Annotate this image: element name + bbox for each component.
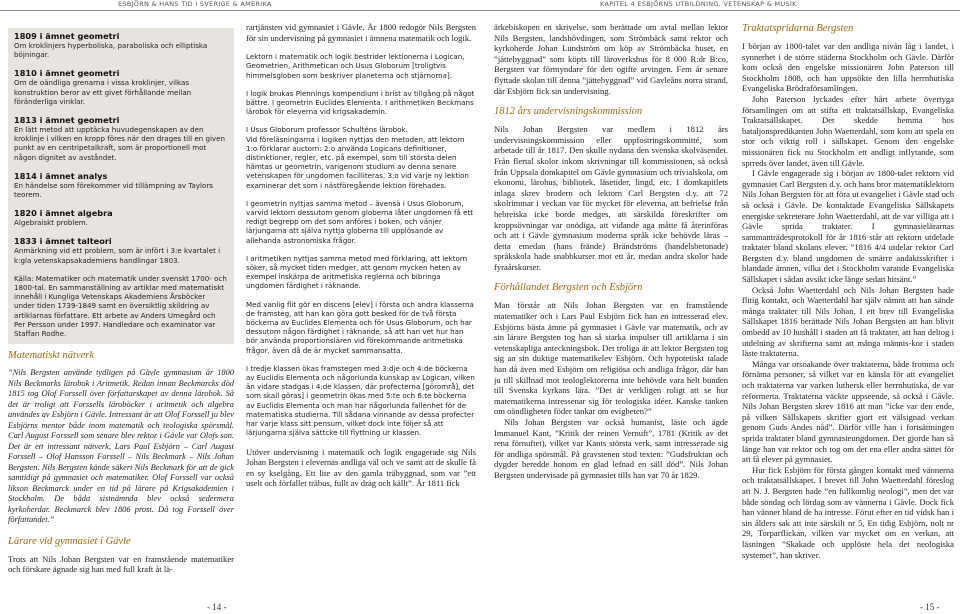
quoted-excerpt: Vid föreläsningarna i logiken nyttjas den metoden, att lektorn 1:o förklarar auctorn: 2:o använda Logicans definitioner, distinktioner, regler, etc. på exempel, som till största delen hämtas ur geometrin, varigenom studium av denna senare vetenskapen för ungdomen facilliteras, 3:o vid varje ny lektion examinerar det som i nästföregående lektion förehades. bbox=[246, 134, 469, 190]
sidebar-entry-body: En lätt metod att upptäcka huvudegenskapen av den kroklinje i vilken en kropp föres när den drages till en given punkt av en centripetalkraft, som är proportionell mot någon dignitet av avståndet. bbox=[14, 125, 225, 162]
body-paragraph: Hur fick Esbjörn för första gången kontakt med vännerna och traktatsällskapet. I brevet till John Waetterdahl föreslog att N. J. Bergsten hade ”en fullkomlig neologi”, men det var både söndag och lördag som av vännerna i Gävle. Dock fick han vänner bland de ha intresse. Förut efter en tid vidsk han i sin ålders sak att inte särskilt nr 5, En tidig Esbjörn, nolt nr 29, Torparflickan, vilken var mycket om en verkan, att läsningen ”Skakade och upplöste hela det neologiska systemet”, han skriver. bbox=[742, 464, 954, 560]
body-paragraph: Många var orsoakande över traktaterna, både fromma och förnäma personer, så vilket var en känsla för att evangeliet och traktaterna var varken luthersk eller herrnhutiska, de var reformerta. Traktaterna väckte uppseende, så också i Gävle. Nils Johan Bergsten skrev 1816 att man ”icke var den ende, på vilken Sällskapets skrifter gjort ett välsignad verkan genom Guds Andes nåd”. Därför ville han i fortsättningen sprida traktater bland gymnasieungdomen. Det gjorde han så länge han var rektor och tog om det ena eller andra sättet för att få elever på gymnasiet. bbox=[742, 358, 954, 465]
section-heading: Matematiskt nätverk bbox=[8, 350, 95, 362]
sidebar-source bbox=[8, 274, 234, 338]
column-3 bbox=[494, 22, 728, 602]
sidebar-entry bbox=[8, 31, 234, 59]
page-number-left: - 14 - bbox=[207, 602, 227, 612]
body-paragraph: Nils Johan Bergsten var också humanist, läste och ägde Immanuel Kant, ”Kritik der reinen Vernuft”, 1781 (Kritik av det rena förnuftet), vilket var Kants största verk, samt intresserade sig för andliga spörsmål. På gravstenen stod texten: ”Gudsfruktan och dygder beredde honom en glad lefnad en säll död”. Nils Johan Bergsten undervisade på gymnasiet tills han var 70 år 1829. bbox=[494, 417, 728, 480]
body-paragraph: Nils Johan Bergsten var medlem i 1812 års undervisningskommission eller uppfostringskommitté, som arbetade till år 1817. Den skulle nydana den svenska skolväsendet. Från flertal skolor inkom skrivningar till kommissionen, så också från Uppsala domkapitel om Gävle gymnasium och trivialskola, om ekonomi, lärohus, bibliotek, läsetider, lingd, etc. I domkapitlets inlaga skrev brodern och lektorn Carl Bergsten d.y. att 72 skolrimmar i veckan var för mycket för eleverna, att befrielse från hebreiska icke borde medges, att särskilda föreskrifter om kroppsövningar var onödiga, att vidande aga måtte få återinföras och att i Gävle gymnasium moderna språk icke behövde läras – detta emedan (hans frände) Brändströms (handelsbetonade) språkskola hade snabbkurser mot ett år, medan andra skolor hade fyraårskurser. bbox=[494, 124, 728, 272]
quoted-excerpt: I aritmetiken nyttjas samma metod med förklaring, att lektorn söker, så mycket tiden medger, att genom mycken heten av exempel inskärpa de aritmetiska reglerna och bibringa ungdomen färdighet i räknande. bbox=[246, 253, 468, 291]
body-paragraph: John Paterson lyckades efter hårt arbete övertyga församlingen om att stifta ett traktatsällskap, Evangeliska Traktatsällskapet. Det skedde hemma hos bataljonspredikanten John Waetterdahl, som kom att spela en stor och viktig roll i sällskapet. Genom den engelske missionären fick nu Stockholm ett andligt inflytande, som sprreds över landet, även till Gävle. bbox=[742, 93, 954, 168]
body-paragraph: Man förstår att Nils Johan Bergsten var en framstående matematiker och i Lars Paul Esbjörn fick han en intresserad elev. Esbjörns bästa ämne på gymnasiet i Gävle var matematik, och av sin lärare Bergsten tog han så starka impulser till artiklarna i sin vetenskapliga anteckningsbok. Det troliga är att lektor Bergsten tog sig an sin duktige matematikelev Esbjörn. Och hypotetiskt talade han då även med Esbjörn om religiösa och andliga frågor, där han ju till skillnad mot teologlektorerna inte behövde vara helt bunden till Svenska kyrkans lära. ”Det är verkligen roligt att se hur matematikerna intressenar sig för teologiska idéer. Kanske tanken om oändligheten föder tankar om evigheten?” bbox=[494, 300, 728, 417]
quoted-excerpt: I logik brukas Plennings kompendium i brist av tillgång på något bättre. I geometrin Euclides Elementa. I arithmetiken Beckmans lärobok för eleverna vid krigsakademin. bbox=[246, 88, 475, 117]
section-heading: 1812 års undervisningskommission bbox=[494, 106, 643, 118]
header-rule-right bbox=[480, 10, 960, 11]
quoted-excerpt: I geometrin nyttjas samma metod – ävensä i Usus Globorum, varvid lektorn dessutom genom globerna låter ungdomen få ett redigt begrepp om det som anföres i boken, och vänjer lärjungarna att själva nyttja globerna till upplösande av allehanda astronomiska frågor. bbox=[246, 198, 473, 245]
quoted-excerpt: Lektorn i matematik och logik bestrider lektionerna i Logican, Geometrien, Arithmetican och Usus Globorum [troligtvis himmelsgloben som beskriver planeterna och stjärnorna]. bbox=[246, 52, 465, 80]
quoted-excerpt: I Usus Globorum professor Schulténs lärobok. bbox=[246, 125, 408, 135]
sidebar-entry-body: Anmärkning vid ett problem, som är infört i 3:e kvartalet i k:gla vetenskapsakademiens handlingar 1803. bbox=[14, 246, 221, 265]
column-2 bbox=[246, 22, 476, 602]
sidebar-entry bbox=[8, 115, 234, 162]
section-heading: Förhållandet Bergsten och Esbjörn bbox=[494, 282, 643, 294]
sidebar-entry bbox=[8, 208, 234, 227]
sidebar-entry bbox=[8, 68, 234, 106]
body-paragraph: ärkebiskopen en skrivelse, som berättade om avtal mellan lektor Nils Bergsten, landshövdingen, som Strömbäck samt rektor och kyrkoherde Johan Lundström om köp av Strömbäcka huset, en ”jättebyggnad” som köpts till läroverkshus för 8 000 R:dr B:co, Bergsten var förmyndare för den ogifte arvingen. Fem år senare flyttade skolan till denna ”jättebyggnad” vid Gavleåns norra strand, där Esbjörn fick sin undervisning. bbox=[494, 22, 728, 96]
sidebar-entry-heading: 1813 i ämnet geometri bbox=[14, 115, 120, 126]
body-paragraph: Utöver undervisning i matematik och logik engagerade sig Nils Johan Bergsten i elevernas andliga väl och ve samt att de skulle få en sy kselgång. Ett lite av den gamla träbyggnad, som var ”ett uselt och förfallet träbus, fullt av drag och källt”. År 1811 fick bbox=[246, 446, 476, 489]
page-number-right: - 15 - bbox=[920, 602, 940, 612]
running-head-right: KAPITEL 4 ESBJÖRNS UTBILDNING, VETENSKAP & MUSIK bbox=[600, 0, 797, 8]
sidebar-entry-heading: 1809 i ämnet geometri bbox=[14, 31, 120, 41]
sidebar-entry-heading: 1820 i ämnet algebra bbox=[14, 208, 113, 219]
sidebar-entry-body: Algebraiskt problem. bbox=[14, 218, 88, 228]
sidebar-entry-heading: 1833 i ämnet talteori bbox=[14, 236, 112, 247]
body-paragraph: rartjänsten vid gymnasiet i Gävle. År 1800 redogör Nils Bergsten för sin undervisning på gymnasiet i ämnena matematik och logik. bbox=[246, 22, 476, 43]
sidebar-entry-body: En händelse som förekommer vid tillämpning av Taylors teorem. bbox=[14, 180, 213, 200]
sidebar-entry bbox=[8, 236, 234, 264]
body-paragraph: Också John Waetterdahl och Nils Johan Bergsten hade flitig kontakt, och Waetterdahl har själv nämnt att han sände många traktater till Nils Johan. I ett brev till Evangeliska Sällskapet 1816 berättade Nils Johan Bergsten att han blivit ombedd av 10 hushåll i staden att få traktater, att han deltog i utdelning av skrifterna samt att många männis-kor i staden läste traktaterna. bbox=[742, 284, 954, 359]
sidebar-source-text: Källa: Matematiker och matematik under svenskt 1700- och 1800-tal. En sammanställning av artiklar med matematiskt innehåll i Kungliga Vetenskaps Akademiens Årsböcker under tiden 1739-1849 samt en översiktlig skildring av artiklarnas författare. Ett arbete av Anders Umegård och Per Persson under 1997. Handledare och examinator var Staffan Rodhe. bbox=[14, 273, 227, 339]
section-heading: Lärare vid gymnasiet i Gävle bbox=[8, 535, 131, 547]
sidebar-entry bbox=[8, 171, 234, 199]
body-paragraph: I Gävle engagerade sig i början av 1800-talet rektorn vid gymnasiet Carl Bergsten d.y. och hans bror matematiklektorn Nils Johan Bergsten för att föra ut evangeliet i Gävle stad och så också i Gävle. De kontaktade Evangeliska Sällskapets energiske sekreterare John Waetterdahl, att de var villiga att i Gävle sprida traktater. I gymnasielärarnas sammanträdesprotokoll för år 1816 står att rektorn utdelade traktater bland skolans elever. ”1816 4/4 utdelar rektor Carl Bergsten d.y. bland ungdomen de smärre andaktsskrifter i blandade ämnen, vilka det i Stockholm varande Evangeliska Sällskapet i sådan avsikt icke länge sedan hitsänt.” bbox=[742, 168, 954, 285]
body-paragraph: Trots att Nils Johan Bergsten var en framstående matematiker och förskare ägnade sig han med full kraft åt lä- bbox=[8, 553, 234, 575]
quoted-excerpt: I tredje klassen ökas framstegen med 3:dje och 4:de böckerna av Euclidis Elementa och någorlunda kunskap av Logican, vilken än vidare stadgas i 4:de klassen, där profecterna [görområ], det som skall göras] i geometrin ökas med 5:te och 6:te böckerna av Euclidis Elementa och man har någorlunda fallenhet för de matematiska studierna. Till sådana vinnande av dessa profecter har varje klass sitt pensum, vilket dock inte följer så att lärjungarna själva sättcke till flyttning ur klassen. bbox=[246, 363, 475, 438]
sidebar-entry-body: Om de oändliga grenarna i vissa kroklinjer, vilkas konstruktion beror av ett givet förhållande mellan föränderliga vinklar. bbox=[14, 78, 192, 106]
body-paragraph: I början av 1800-talet var den andliga nivån låg i landet, i synnerhet i de större städerna Stockholm och Gävle. Därför kom också den engelske missionären John Paterson till Stockholm 1808, och han uppsökte den lilla herrnhutiska Evangeliska Brödraförsamlingen. bbox=[742, 41, 954, 94]
sidebar-entry-heading: 1814 i ämnet analys bbox=[14, 170, 108, 181]
column-4 bbox=[742, 22, 954, 602]
quoted-excerpt: Med vanlig flit gör en discens [elev] i första och andra klasserna de framsteg, att han kan göra gott besked för de två första böckerna av Euclides Elementa och för Usus Globorum, och har dessutom någon färdighet i räknande, så att han vet hur han bör använda proportionslären vid förekommande aritmetiska frågor, även då de är mycket sammansatta. bbox=[246, 299, 474, 355]
sidebar-entry-heading: 1810 i ämnet geometri bbox=[14, 68, 120, 79]
section-heading: Traktatspridarna Bergsten bbox=[742, 23, 854, 34]
sidebar-entry-body: Om kroklinjers hyperboliska, paraboliska och elliptiska böjningar. bbox=[14, 41, 208, 60]
running-head-left: ESBJÖRN & HANS TID I SVERIGE & AMERIKA bbox=[118, 0, 272, 8]
header-rule-left bbox=[0, 10, 480, 11]
quote-text: ”Nils Bergsten använde tydligen på Gävle gymnasium år 1800 Nils Beckmarks lärobok i Aritmetik. Redan innan Beckmarcks död 1815 tog Olof Forssell över författarskapet av denna lärobok. Så det är troligt att Forssells läroböcker i aritmetik och algebra användes av Esbjörn i Gävle. Intressant är att Olof Forssell ju blev Esbjörns mentor både inom matematik och teologiska spörsmål. Carl August Forssell som senare blev rektor i Gävle var Olofs son. Det är ett intressant nätverk, Lars Paul Esbjörn – Carl August Forssell – Olof Hansson Forssell – Nils Beckmark – Nils Johan Bergsten. Nils Bergsten kände säkert Nils Beckmark för att de gick samtidigt på gymnasiet och matematiker. Olof Forssell var också likson Beckmarck under en tid på lärare på Krigsakademien i Stockholm. De båda sistnämnda blev också sedermera kyrkoherdar. Beckmarck blev 1806 prost. Då tog Forssell över författandet.” bbox=[8, 368, 234, 525]
column-1 bbox=[8, 22, 234, 602]
